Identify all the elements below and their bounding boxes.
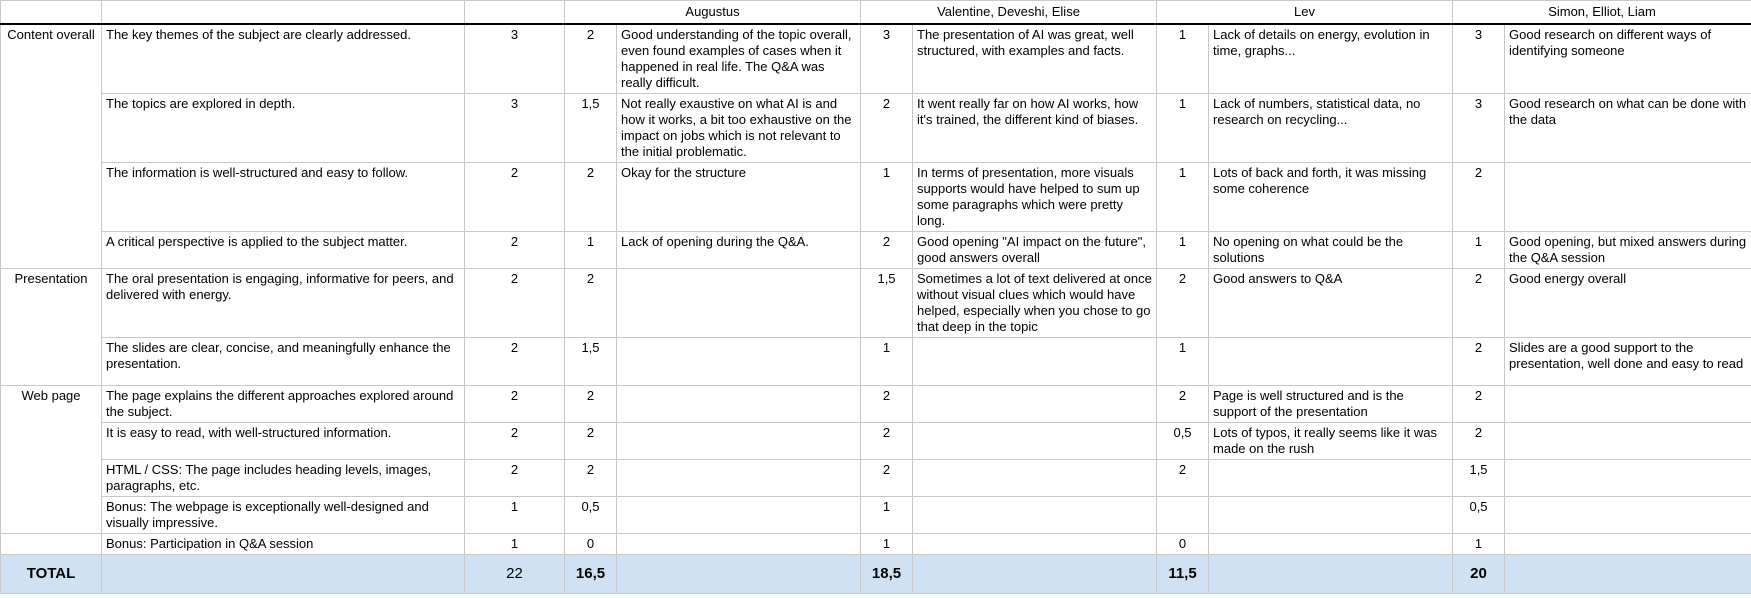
comment-cell[interactable]: Good research on different ways of identifying someone [1505,24,1751,94]
criterion-cell[interactable]: HTML / CSS: The page includes heading levels, images, paragraphs, etc. [102,460,465,497]
criterion-cell[interactable]: Bonus: Participation in Q&A session [102,534,465,555]
header-row [1,1,1751,25]
score-cell[interactable]: 2 [565,460,617,497]
max-score-cell[interactable]: 2 [465,232,565,269]
comment-cell[interactable] [1209,497,1453,534]
score-cell[interactable]: 2 [1453,269,1505,338]
table-row [1,94,1751,163]
comment-cell[interactable]: Okay for the structure [617,163,861,232]
criterion-cell[interactable]: The information is well-structured and easy to follow. [102,163,465,232]
comment-cell[interactable]: It went really far on how AI works, how it's trained, the different kind of biases. [913,94,1157,163]
comment-cell[interactable] [1209,338,1453,386]
table-row [1,497,1751,534]
score-cell[interactable]: 1 [1157,24,1209,94]
score-cell[interactable]: 2 [565,24,617,94]
score-cell[interactable]: 1 [861,163,913,232]
max-score-cell[interactable]: 1 [465,497,565,534]
score-cell[interactable]: 2 [861,94,913,163]
table-row [1,423,1751,460]
comment-cell[interactable] [1505,497,1751,534]
score-cell[interactable]: 1 [861,338,913,386]
header-cell-empty[interactable] [465,1,565,25]
score-cell[interactable]: 2 [1157,460,1209,497]
comment-cell[interactable] [1505,163,1751,232]
comment-cell[interactable]: Good opening, but mixed answers during the Q&A session [1505,232,1751,269]
score-cell[interactable]: 2 [861,386,913,423]
score-cell[interactable]: 1 [1453,232,1505,269]
score-cell[interactable]: 0,5 [1157,423,1209,460]
comment-cell[interactable]: Good opening "AI impact on the future", good answers overall [913,232,1157,269]
total-row [1,555,1751,594]
score-cell[interactable]: 1 [1157,94,1209,163]
comment-cell[interactable]: Sometimes a lot of text delivered at once without visual clues which would have helped, especially when you chose to go that deep in the topic [913,269,1157,338]
max-score-cell[interactable]: 2 [465,338,565,386]
comment-cell[interactable] [617,497,861,534]
criterion-cell[interactable]: The page explains the different approaches explored around the subject. [102,386,465,423]
table-row [1,386,1751,423]
comment-cell[interactable] [617,460,861,497]
comment-cell[interactable] [1505,460,1751,497]
total-max-score[interactable]: 22 [465,555,565,594]
table-row [1,460,1751,497]
score-cell[interactable]: 2 [565,163,617,232]
score-cell[interactable]: 1,5 [1453,460,1505,497]
comment-cell[interactable]: Good energy overall [1505,269,1751,338]
criterion-cell[interactable]: It is easy to read, with well-structured information. [102,423,465,460]
score-cell[interactable] [1157,497,1209,534]
comment-cell[interactable]: No opening on what could be the solutions [1209,232,1453,269]
table-row [1,232,1751,269]
category-content-overall[interactable]: Content overall [1,24,102,269]
total-score-augustus[interactable]: 16,5 [565,555,617,594]
comment-cell[interactable] [1505,386,1751,423]
comment-cell[interactable] [913,386,1157,423]
comment-cell[interactable]: Slides are a good support to the presentation, well done and easy to read [1505,338,1751,386]
category-empty[interactable] [1,534,102,555]
max-score-cell[interactable]: 3 [465,24,565,94]
comment-cell[interactable] [617,386,861,423]
comment-cell[interactable]: Good answers to Q&A [1209,269,1453,338]
comment-cell[interactable]: Lack of numbers, statistical data, no research on recycling... [1209,94,1453,163]
score-cell[interactable]: 3 [1453,94,1505,163]
comment-cell[interactable] [1209,534,1453,555]
max-score-cell[interactable]: 2 [465,386,565,423]
total-comment-empty[interactable] [1209,555,1453,594]
comment-cell[interactable] [913,338,1157,386]
score-cell[interactable]: 1 [1157,338,1209,386]
criterion-cell[interactable]: A critical perspective is applied to the subject matter. [102,232,465,269]
score-cell[interactable]: 2 [565,386,617,423]
category-web-page[interactable]: Web page [1,386,102,534]
comment-cell[interactable]: Lack of details on energy, evolution in time, graphs... [1209,24,1453,94]
category-presentation[interactable]: Presentation [1,269,102,386]
comment-cell[interactable] [1505,423,1751,460]
score-cell[interactable]: 1,5 [861,269,913,338]
comment-cell[interactable] [617,423,861,460]
score-cell[interactable]: 0,5 [1453,497,1505,534]
score-cell[interactable]: 2 [1157,386,1209,423]
table-row [1,269,1751,338]
total-criterion-empty[interactable] [102,555,465,594]
group-header-augustus[interactable]: Augustus [565,1,861,25]
score-cell[interactable]: 2 [861,232,913,269]
comment-cell[interactable]: Lots of back and forth, it was missing some coherence [1209,163,1453,232]
score-cell[interactable]: 1 [861,534,913,555]
score-cell[interactable]: 0 [1157,534,1209,555]
comment-cell[interactable] [617,338,861,386]
total-comment-empty[interactable] [913,555,1157,594]
score-cell[interactable]: 3 [1453,24,1505,94]
comment-cell[interactable]: Good understanding of the topic overall, even found examples of cases when it happened in real life. The Q&A was really difficult. [617,24,861,94]
score-cell[interactable]: 1 [1157,232,1209,269]
comment-cell[interactable] [913,423,1157,460]
comment-cell[interactable] [1209,460,1453,497]
score-cell[interactable]: 2 [565,423,617,460]
group-header-valentine-deveshi-elise[interactable]: Valentine, Deveshi, Elise [861,1,1157,25]
comment-cell[interactable] [913,460,1157,497]
total-score-valentine-deveshi-elise[interactable]: 18,5 [861,555,913,594]
total-label[interactable]: TOTAL [1,555,102,594]
score-cell[interactable]: 2 [861,423,913,460]
comment-cell[interactable] [1505,534,1751,555]
score-cell[interactable]: 2 [1453,163,1505,232]
score-cell[interactable]: 1 [565,232,617,269]
table-row [1,24,1751,94]
total-comment-empty[interactable] [1505,555,1751,594]
max-score-cell[interactable]: 3 [465,94,565,163]
comment-cell[interactable] [913,534,1157,555]
max-score-cell[interactable]: 1 [465,534,565,555]
score-cell[interactable]: 1 [1157,163,1209,232]
comment-cell[interactable]: The presentation of AI was great, well structured, with examples and facts. [913,24,1157,94]
comment-cell[interactable] [617,269,861,338]
total-score-simon-elliot-liam[interactable]: 20 [1453,555,1505,594]
comment-cell[interactable]: Lack of opening during the Q&A. [617,232,861,269]
score-cell[interactable]: 3 [861,24,913,94]
comment-cell[interactable] [617,534,861,555]
criterion-cell[interactable]: The slides are clear, concise, and meaningfully enhance the presentation. [102,338,465,386]
score-cell[interactable]: 1,5 [565,338,617,386]
comment-cell[interactable]: Page is well structured and is the support of the presentation [1209,386,1453,423]
score-cell[interactable]: 2 [1453,338,1505,386]
comment-cell[interactable]: Not really exaustive on what AI is and how it works, a bit too exhaustive on the impact on jobs which is not relevant to the initial problematic. [617,94,861,163]
score-cell[interactable]: 0,5 [565,497,617,534]
header-cell-empty[interactable] [1,1,102,25]
score-cell[interactable]: 1 [1453,534,1505,555]
max-score-cell[interactable]: 2 [465,460,565,497]
score-cell[interactable]: 2 [565,269,617,338]
criterion-cell[interactable]: The oral presentation is engaging, informative for peers, and delivered with energy. [102,269,465,338]
criterion-cell[interactable]: The topics are explored in depth. [102,94,465,163]
max-score-cell[interactable]: 2 [465,269,565,338]
max-score-cell[interactable]: 2 [465,423,565,460]
score-cell[interactable]: 0 [565,534,617,555]
table-row [1,534,1751,555]
score-cell[interactable]: 2 [1453,386,1505,423]
score-cell[interactable]: 2 [1157,269,1209,338]
table-row [1,338,1751,386]
header-cell-empty[interactable] [102,1,465,25]
criterion-cell[interactable]: Bonus: The webpage is exceptionally well-designed and visually impressive. [102,497,465,534]
comment-cell[interactable]: In terms of presentation, more visuals supports would have helped to sum up some paragraphs which were pretty long. [913,163,1157,232]
criterion-cell[interactable]: The key themes of the subject are clearly addressed. [102,24,465,94]
table-row [1,163,1751,232]
comment-cell[interactable]: Good research on what can be done with the data [1505,94,1751,163]
comment-cell[interactable] [913,497,1157,534]
group-header-simon-elliot-liam[interactable]: Simon, Elliot, Liam [1453,1,1751,25]
total-comment-empty[interactable] [617,555,861,594]
score-cell[interactable]: 1,5 [565,94,617,163]
score-cell[interactable]: 1 [861,497,913,534]
comment-cell[interactable]: Lots of typos, it really seems like it was made on the rush [1209,423,1453,460]
score-cell[interactable]: 2 [1453,423,1505,460]
max-score-cell[interactable]: 2 [465,163,565,232]
total-score-lev[interactable]: 11,5 [1157,555,1209,594]
group-header-lev[interactable]: Lev [1157,1,1453,25]
score-cell[interactable]: 2 [861,460,913,497]
